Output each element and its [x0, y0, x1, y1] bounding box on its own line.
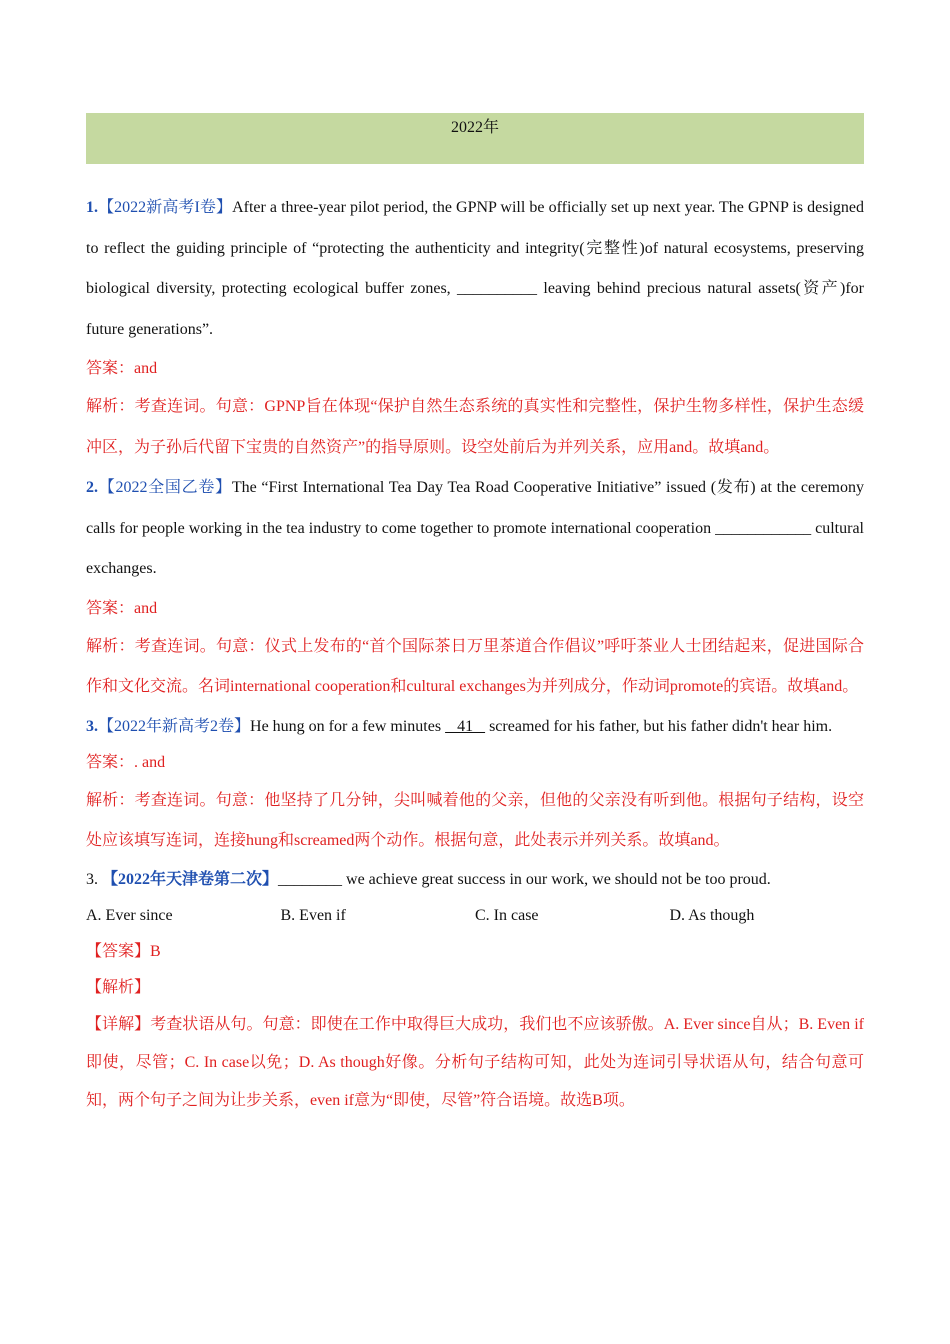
question-3: [86, 708, 864, 745]
question-2: [86, 468, 864, 590]
question-text: The “First International Tea Day Tea Road Cooperative Initiative” issued (发布) at the ceremony calls for people working in the tea industry to come together to promote international cooperation ____________ cultural exchanges.: [86, 479, 864, 577]
question-source: 【2022年新高考2卷】: [98, 717, 251, 735]
question-source: 【2022全国乙卷】: [98, 479, 232, 496]
document-page: [86, 113, 864, 1120]
question-1: [86, 188, 864, 350]
answer-3: 答案：. and: [86, 753, 166, 771]
analysis-1: 解析：考查连词。句意：GPNP旨在体现“保护自然生态系统的真实性和完整性，保护生物多样性，保护生态缓冲区，为子孙后代留下宝贵的自然资产”的指导原则。设空处前后为并列关系，应用and。故填and。: [86, 398, 864, 456]
year-header: [86, 113, 864, 164]
options-row: [86, 898, 864, 934]
option-d: D. As though: [669, 906, 755, 924]
question-source: 【2022年天津卷第二次】: [102, 870, 279, 888]
question-text: After a three-year pilot period, the GPNP will be officially set up next year. The GPNP is designed to reflect the guiding principle of “protecting the authenticity and integrity(完整性)of natural ecosystems, preserving biological diversity, protecting ecological buffer zones, __________ leaving behind precious natural assets(资产)for future generations”.: [86, 199, 864, 338]
option-b: B. Even if: [280, 906, 346, 924]
answer-4: 【答案】B: [86, 942, 161, 960]
analysis-2: 解析：考查连词。句意：仪式上发布的“首个国际茶日万里茶道合作倡议”呼吁茶业人士团结起来，促进国际合作和文化交流。名词international cooperation和cultural exchanges为并列成分，作动词promote的宾语。故填and。: [86, 637, 864, 695]
question-number: 3.: [86, 870, 102, 888]
question-text: ________ we achieve great success in our work, we should not be too proud.: [278, 870, 771, 888]
question-number: 3.: [86, 717, 98, 735]
answer-1: 答案：and: [86, 360, 158, 377]
analysis-3: 解析：考查连词。句意：他坚持了几分钟，尖叫喊着他的父亲，但他的父亲没有听到他。根据句子结构，设空处应该填写连词，连接hung和screamed两个动作。根据句意，此处表示并列关系。故填and。: [86, 791, 864, 849]
detail-4: 【详解】考查状语从句。句意：即使在工作中取得巨大成功，我们也不应该骄傲。A. Ever since自从；B. Even if即使，尽管；C. In case以免；D. As though好像。分析句子结构可知，此处为连词引导状语从句，结合句意可知，两个句子之间为让步关系，even if意为“即使，尽管”符合语境。故选B项。: [86, 1015, 864, 1109]
question-4: [86, 862, 864, 898]
question-text-after: screamed for his father, but his father didn't hear him.: [485, 717, 833, 735]
question-list: [86, 188, 864, 1120]
question-blank: 41: [445, 717, 486, 735]
question-text-before: He hung on for a few minutes: [250, 717, 446, 735]
option-a: A. Ever since: [86, 906, 173, 924]
year-title: 2022年: [450, 119, 499, 136]
question-source: 【2022新高考I卷】: [98, 199, 233, 216]
answer-2: 答案：and: [86, 599, 158, 617]
question-number: 1.: [86, 199, 98, 216]
analysis-label-4: 【解析】: [86, 978, 151, 996]
question-number: 2.: [86, 479, 98, 496]
option-c: C. In case: [475, 906, 539, 924]
